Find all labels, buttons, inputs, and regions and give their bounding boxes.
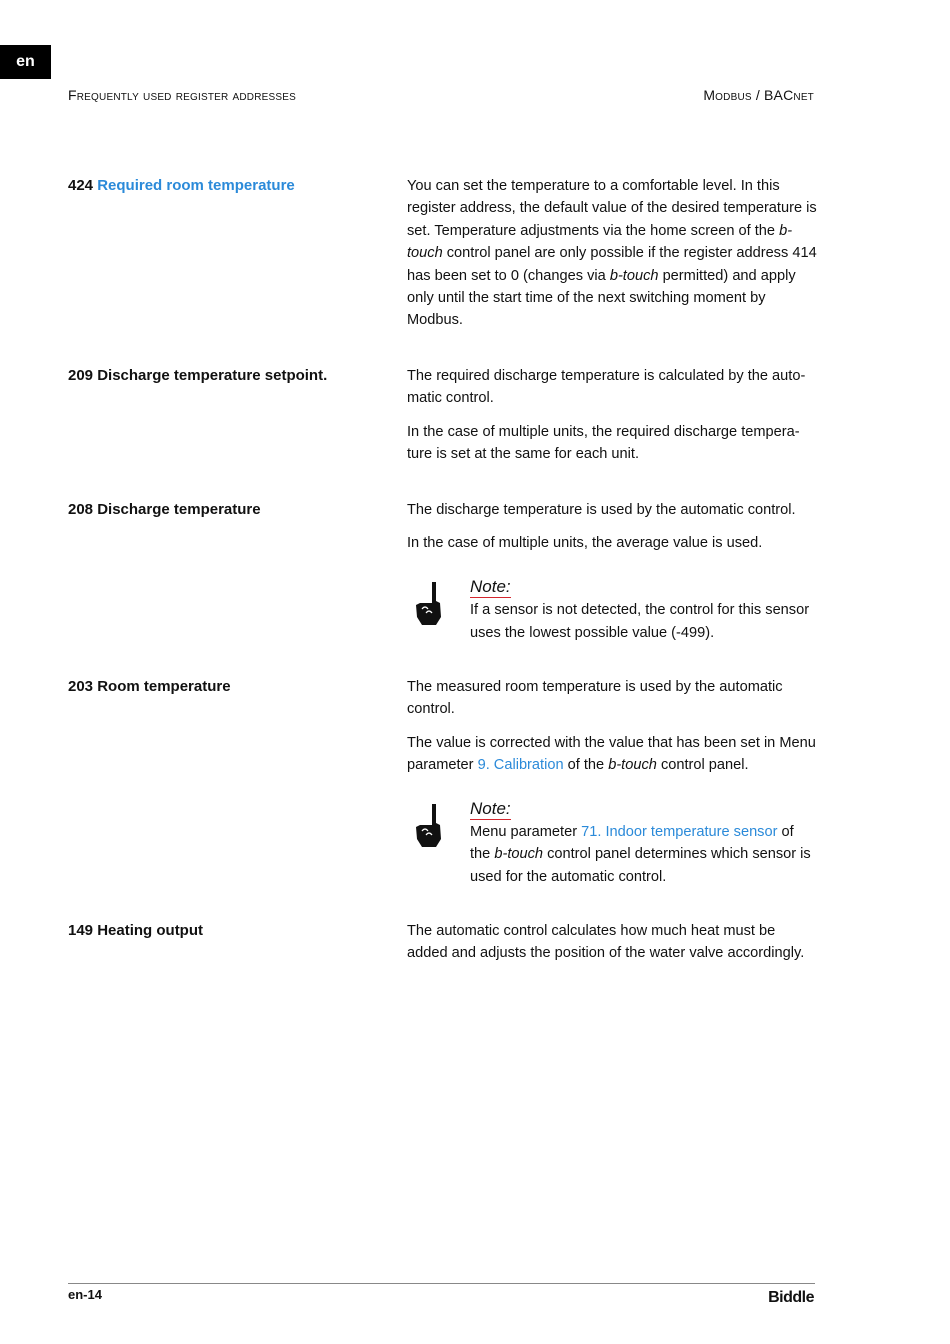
entry-title: 203 Room temperature [68,678,231,695]
entry-title [68,175,388,197]
pointing-hand-icon [413,581,443,627]
section-title: Frequently used register addresses [68,87,296,103]
paragraph: The discharge temperature is used by the automatic control. [407,502,796,518]
entry-title: 208 Discharge temperature [68,501,261,518]
paragraph: In the case of multiple units, the average value is used. [407,535,763,552]
paragraph: The value is corrected with the value that has been set in Menu parameter 9. Calibration of the b-touch control panel. [407,734,816,774]
entry-title: 149 Heating output [68,922,204,939]
entry-body [407,175,817,343]
note-text [470,799,817,889]
note-box [407,799,817,889]
entry-body [407,365,817,477]
note-body: Menu parameter 71. Indoor temperature sensor of the b-touch control panel determines which sensor is used for the automatic control. [470,824,811,885]
note-box [407,577,817,644]
page-number: en-14 [68,1287,102,1302]
indoor-sensor-link[interactable]: 71. Indoor temperature sensor [581,824,778,841]
register-title-link[interactable]: Required room temperature [97,177,295,194]
paragraph: You can set the temperature to a comfortable level. In this register address, the default value of the desired temperature is set. Temperature adjustments via the home screen of the b-touch control panel are only possible if the register address 414 has been set to 0 (changes via b-touch permitted) and apply only until the start time of the next switching moment by Modbus. [407,178,817,329]
language-tab: en [0,45,51,79]
entry-body [407,920,817,976]
footer-divider [68,1283,815,1284]
entry-body [407,499,817,644]
section-topic: Modbus / BACnet [703,87,814,103]
note-body: If a sensor is not detected, the control for this sensor uses the lowest possible value (-499). [470,602,810,641]
entry-body [407,676,817,888]
paragraph: In the case of multiple units, the required discharge tempera-ture is set at the same for each unit. [407,423,800,463]
note-text [470,577,817,644]
paragraph: The required discharge temperature is calculated by the auto-matic control. [407,368,806,407]
entry-title: 209 Discharge temperature setpoint. [68,367,328,384]
paragraph: The automatic control calculates how much heat must be added and adjusts the position of the water valve accordingly. [407,923,805,962]
paragraph: The measured room temperature is used by the automatic control. [407,679,783,718]
pointing-hand-icon [413,803,443,849]
brand-logo: Biddle [768,1289,814,1306]
register-number: 424 [68,177,94,194]
calibration-link[interactable]: 9. Calibration [477,757,564,774]
note-title: Note: [470,576,511,596]
note-title: Note: [470,798,511,818]
